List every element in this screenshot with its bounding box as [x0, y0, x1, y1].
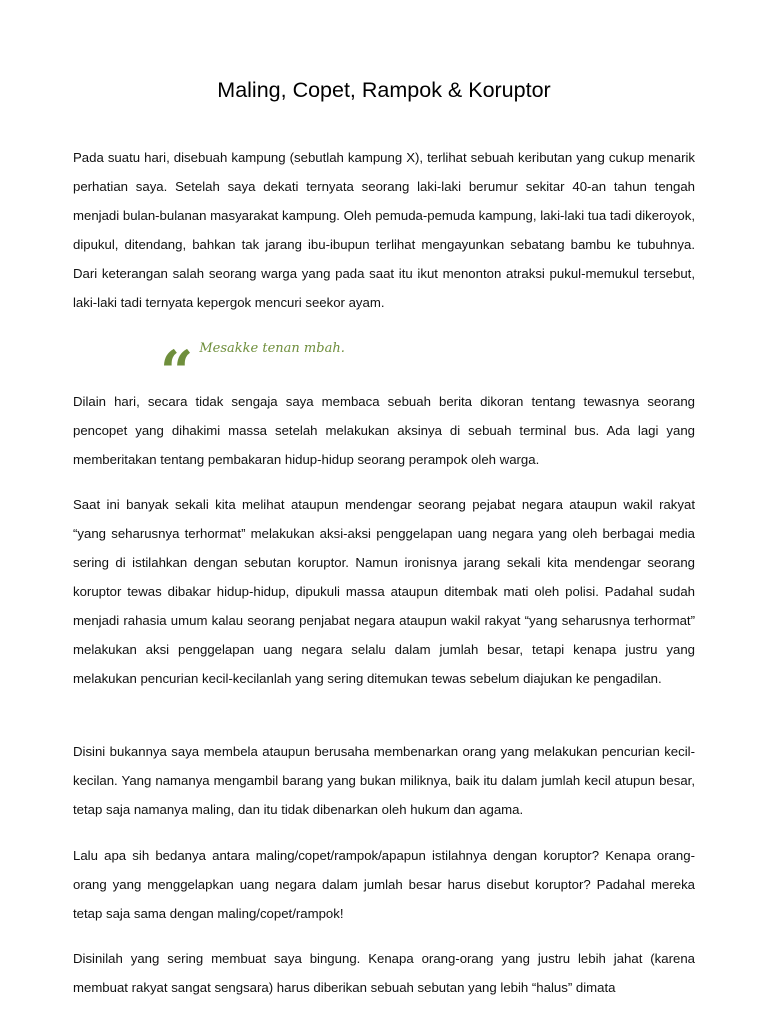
- paragraph-3: [73, 490, 695, 693]
- paragraph-4-text-c: , dan itu tidak dibenarkan oleh hukum dan agama.: [230, 802, 524, 817]
- paragraph-1: Pada suatu hari, disebuah kampung (sebutlah kampung X), terlihat sebuah keributan yang cukup menarik perhatian saya. Setelah saya dekati ternyata seorang laki-laki berumur sekitar 40-an tahun tengah menjadi bulan-bulanan masyarakat kampung. Oleh pemuda-pemuda kampung, laki-laki tua tadi dikeroyok, dipukul, ditendang, bahkan tak jarang ibu-ibupun terlihat mengayunkan sebatang bambu ke tubuhnya. Dari keterangan salah seorang warga yang pada saat itu ikut menonton atraksi pukul-memukul tersebut, laki-laki tadi ternyata kepergok mencuri seekor ayam.: [73, 150, 695, 310]
- paragraph-3-text-a: Saat ini banyak sekali kita melihat ataupun mendengar seorang pejabat negara ataupun wakil rakyat “: [73, 497, 695, 541]
- quote-text: Mesakke tenan mbah.: [199, 340, 345, 356]
- highlight-phrase-1: yang seharusnya terhormat: [77, 526, 242, 541]
- quote-mark-icon: “: [160, 343, 194, 377]
- highlight-word-maling: maling: [191, 802, 231, 817]
- paragraph-4: [73, 737, 695, 824]
- paragraph-2: Dilain hari, secara tidak sengaja saya membaca sebuah berita dikoran tentang tewasnya seorang pencopet yang dihakimi massa setelah melakukan aksinya di sebuah terminal bus. Ada lagi yang memberitakan tentang pembakaran hidup-hidup seorang perampok oleh warga.: [73, 394, 695, 467]
- document-title: Maling, Copet, Rampok & Koruptor: [217, 78, 551, 102]
- paragraph-3-text-e: . Namun ironisnya jarang sekali kita mendengar seorang koruptor tewas dibakar hidup-hidup, dipukuli massa ataupun ditembak mati oleh polisi. Padahal sudah menjadi rahasia umum kalau seorang penjabat negara ataupun wakil rakyat “: [73, 555, 695, 628]
- highlight-phrase-2: yang seharusnya terhormat: [529, 613, 691, 628]
- paragraph-3-text-g: ” melakukan aksi penggelapan uang negara selalu dalam jumlah besar, tetapi kenapa justru yang melakukan pencurian kecil-kecilanlah yang sering ditemukan tewas sebelum diajukan ke pengadilan.: [73, 613, 695, 686]
- paragraph-6: Disinilah yang sering membuat saya bingung. Kenapa orang-orang yang justru lebih jahat (karena membuat rakyat sangat sengsara) harus diberikan sebuah sebutan yang lebih “halus” dimata: [73, 951, 695, 995]
- paragraph-5: Lalu apa sih bedanya antara maling/copet/rampok/apapun istilahnya dengan koruptor? Kenapa orang-orang yang menggelapkan uang negara dalam jumlah besar harus disebut koruptor? Padahal mereka tetap saja sama dengan maling/copet/rampok!: [73, 848, 695, 921]
- paragraph-3-text-c: ” melakukan aksi-aksi penggelapan uang negara yang oleh berbagai media sering di istilahkan dengan sebutan: [73, 526, 695, 570]
- highlight-word-koruptor: koruptor: [297, 555, 346, 570]
- paragraph-4-text-a: Disini bukannya saya membela ataupun berusaha membenarkan orang yang melakukan pencurian kecil-kecilan. Yang namanya mengambil barang yang bukan miliknya, baik itu dalam jumlah kecil atupun besar, tetap saja namanya: [73, 744, 695, 817]
- pull-quote: [160, 338, 345, 377]
